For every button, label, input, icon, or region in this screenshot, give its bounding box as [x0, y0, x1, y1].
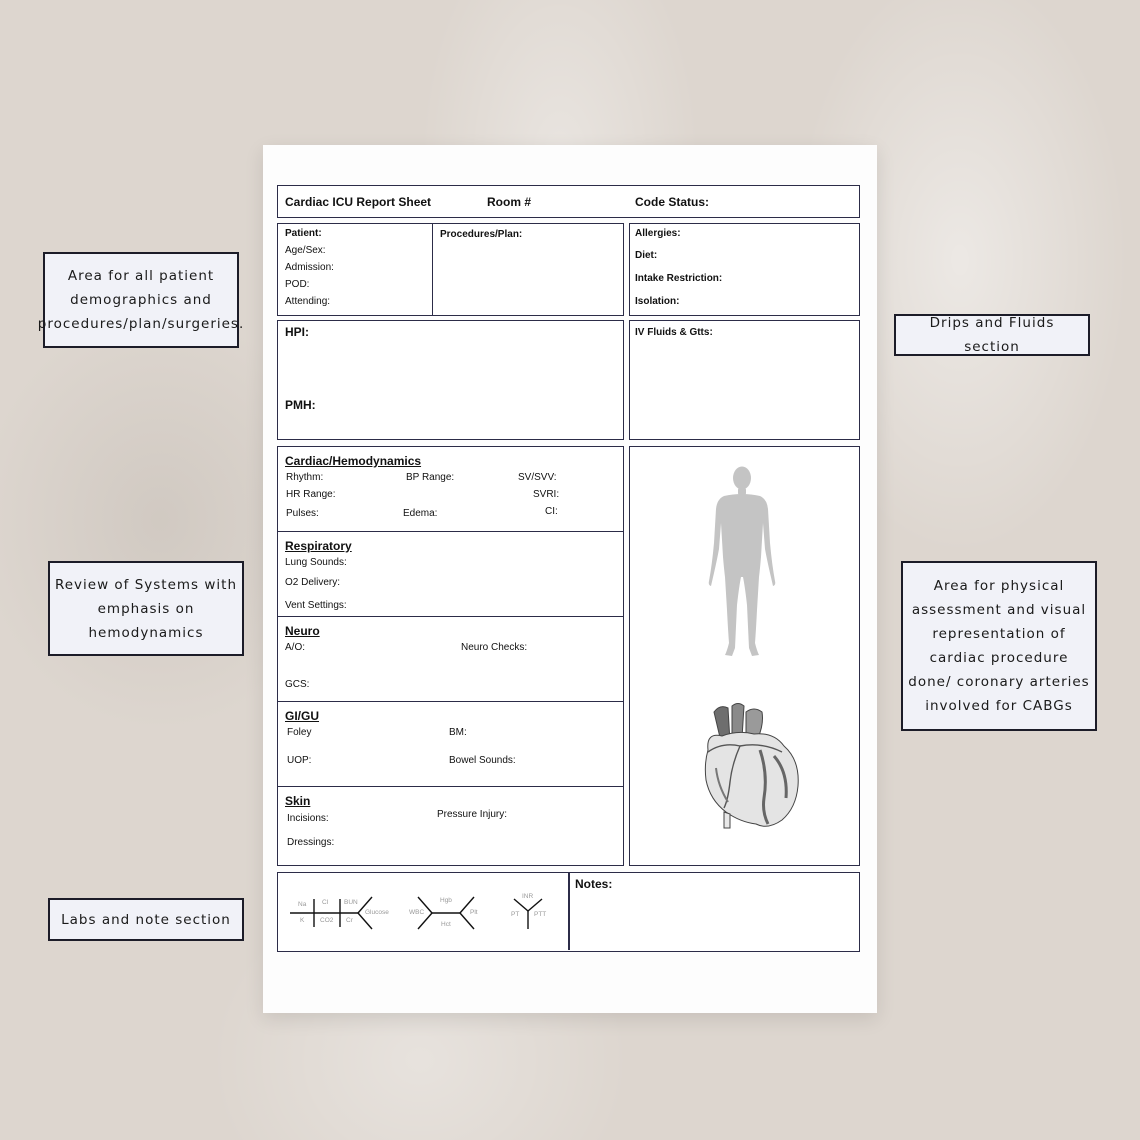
bmp-bun: BUN	[344, 899, 358, 906]
neuro-checks-label: Neuro Checks:	[461, 642, 528, 653]
hpi-pmh-box	[277, 320, 624, 440]
age-sex-label: Age/Sex:	[285, 245, 326, 256]
pulses-label: Pulses:	[286, 508, 319, 519]
heart-anatomy-icon	[702, 702, 804, 832]
ci-label: CI:	[545, 506, 558, 517]
gigu-title: GI/GU	[285, 709, 320, 723]
bmp-cr: Cr	[346, 917, 353, 924]
callout-assessment: Area for physical assessment and visual representation of cardiac procedure done/ coronary arteries involved for CABGs	[901, 561, 1097, 731]
bp-range-label: BP Range:	[406, 472, 455, 483]
allergies-label: Allergies:	[635, 228, 681, 239]
incisions-label: Incisions:	[287, 813, 329, 824]
header-box	[277, 185, 860, 218]
ao-label: A/O:	[285, 642, 306, 653]
labs-notes-divider	[568, 873, 570, 950]
vent-settings-label: Vent Settings:	[285, 600, 347, 611]
labs-notes-box	[277, 872, 860, 952]
edema-label: Edema:	[403, 508, 438, 519]
skin-title: Skin	[285, 794, 311, 808]
human-body-silhouette-icon	[707, 465, 777, 661]
sv-svv-label: SV/SVV:	[518, 472, 557, 483]
cardiac-title: Cardiac/Hemodynamics	[285, 454, 422, 468]
patient-box	[277, 223, 434, 316]
uop-label: UOP:	[287, 755, 312, 766]
bmp-cl: Cl	[322, 899, 329, 906]
skin-section	[277, 786, 624, 866]
cbc-hgb: Hgb	[440, 897, 452, 904]
bowel-sounds-label: Bowel Sounds:	[449, 755, 516, 766]
attending-label: Attending:	[285, 296, 331, 307]
bmp-na: Na	[298, 901, 307, 908]
admission-label: Admission:	[285, 262, 334, 273]
cbc-wbc: WBC	[409, 909, 425, 916]
report-sheet-page	[263, 145, 877, 1013]
iv-fluids-label: IV Fluids & Gtts:	[635, 327, 713, 338]
patient-label: Patient:	[285, 228, 322, 239]
lung-sounds-label: Lung Sounds:	[285, 557, 347, 568]
neuro-section	[277, 616, 624, 702]
rhythm-label: Rhythm:	[286, 472, 324, 483]
allergies-box	[629, 223, 860, 316]
bmp-k: K	[300, 917, 305, 924]
procedures-label: Procedures/Plan:	[440, 229, 523, 240]
iv-fluids-box	[629, 320, 860, 440]
foley-label: Foley	[287, 727, 312, 738]
cbc-hct: Hct	[441, 921, 451, 928]
bmp-co2: CO2	[320, 917, 334, 924]
intake-restriction-label: Intake Restriction:	[635, 273, 723, 284]
pressure-injury-label: Pressure Injury:	[437, 809, 508, 820]
respiratory-title: Respiratory	[285, 539, 352, 553]
svri-label: SVRI:	[533, 489, 560, 500]
sheet-title: Cardiac ICU Report Sheet	[285, 195, 432, 209]
pmh-label: PMH:	[285, 398, 316, 412]
hr-range-label: HR Range:	[286, 489, 336, 500]
callout-demographics: Area for all patient demographics and procedures/plan/surgeries.	[43, 252, 239, 348]
diet-label: Diet:	[635, 250, 658, 261]
procedures-box	[432, 223, 624, 316]
code-status-label: Code Status:	[635, 195, 710, 209]
cbc-plt: Plt	[470, 909, 478, 916]
callout-ros: Review of Systems with emphasis on hemodynamics	[48, 561, 244, 656]
assessment-box	[629, 446, 860, 866]
pod-label: POD:	[285, 279, 310, 290]
dressings-label: Dressings:	[287, 837, 335, 848]
bm-label: BM:	[449, 727, 467, 738]
room-label: Room #	[487, 195, 532, 209]
coag-inr: INR	[522, 893, 534, 900]
respiratory-section	[277, 531, 624, 617]
o2-delivery-label: O2 Delivery:	[285, 577, 341, 588]
gcs-label: GCS:	[285, 679, 310, 690]
bmp-glucose: Glucose	[365, 909, 389, 916]
neuro-title: Neuro	[285, 624, 320, 638]
isolation-label: Isolation:	[635, 296, 680, 307]
coag-ptt: PTT	[534, 911, 547, 918]
callout-labs: Labs and note section	[48, 898, 244, 941]
cardiac-section	[277, 446, 624, 532]
coag-pt: PT	[511, 911, 520, 918]
gigu-section	[277, 701, 624, 787]
hpi-label: HPI:	[285, 325, 309, 339]
notes-label: Notes:	[575, 877, 613, 891]
callout-drips: Drips and Fluids section	[894, 314, 1090, 356]
